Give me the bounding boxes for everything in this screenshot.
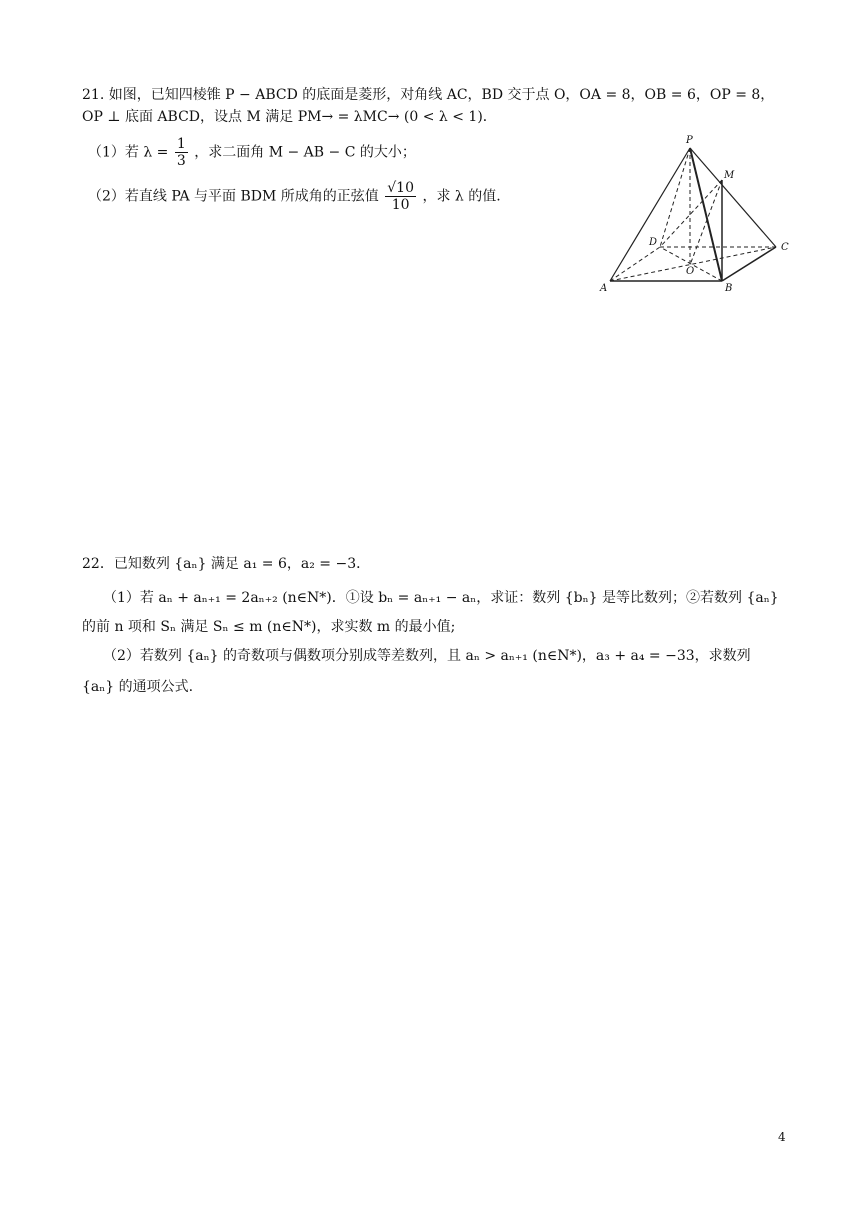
q21-part2-suffix: ，求 λ 的值. <box>422 188 501 205</box>
q21-part2 <box>88 180 501 213</box>
q21-part1-prefix: （1）若 λ = <box>88 144 169 161</box>
fraction-denominator: 10 <box>391 197 410 213</box>
q22-line2: （1）若 aₙ + aₙ₊₁ = 2aₙ₊₂ (n∈N*)．①设 bₙ = aₙ₊₁ − aₙ，求证：数列 {bₙ} 是等比数列；②若数列 {aₙ} <box>103 590 779 606</box>
edge-pa <box>610 148 690 281</box>
page-number: 4 <box>778 1130 786 1144</box>
fraction-numerator: √10 <box>387 180 415 196</box>
label-a: A <box>600 283 608 294</box>
edge-ad <box>610 247 660 281</box>
label-o: O <box>686 266 695 277</box>
q21-part1-suffix: ，求二面角 M − AB − C 的大小； <box>194 144 416 161</box>
pyramid-figure <box>590 130 800 300</box>
segment-mo <box>690 180 722 265</box>
label-b: B <box>725 283 733 294</box>
edge-pd <box>660 148 690 247</box>
fraction-denominator: 3 <box>176 153 186 169</box>
label-d: D <box>649 237 658 248</box>
q22-line1: 22．已知数列 {aₙ} 满足 a₁ = 6，a₂ = −3． <box>82 556 371 572</box>
label-m: M <box>724 170 735 181</box>
q21-part2-prefix: （2）若直线 PA 与平面 BDM 所成角的正弦值 <box>88 188 379 205</box>
fraction-one-third <box>175 136 188 169</box>
q22-line3: 的前 n 项和 Sₙ 满足 Sₙ ≤ m (n∈N*)，求实数 m 的最小值; <box>82 619 456 635</box>
q21-part1 <box>88 136 416 169</box>
q21-line2: OP ⊥ 底面 ABCD，设点 M 满足 PM→ = λMC→ (0 < λ < 1)． <box>82 109 497 125</box>
label-c: C <box>781 242 789 253</box>
q22-line5: {aₙ} 的通项公式. <box>82 679 194 695</box>
label-p: P <box>686 135 693 146</box>
fraction-numerator: 1 <box>176 136 186 152</box>
fraction-sqrt10-over-10 <box>385 180 416 213</box>
segment-md <box>660 180 722 247</box>
q21-line1: 21. 如图，已知四棱锥 P − ABCD 的底面是菱形，对角线 AC，BD 交于点 O，OA = 8，OB = 6，OP = 8， <box>82 87 775 103</box>
q22-line4: （2）若数列 {aₙ} 的奇数项与偶数项分别成等差数列，且 aₙ > aₙ₊₁ (n∈N*)，a₃ + a₄ = −33，求数列 <box>103 648 751 664</box>
